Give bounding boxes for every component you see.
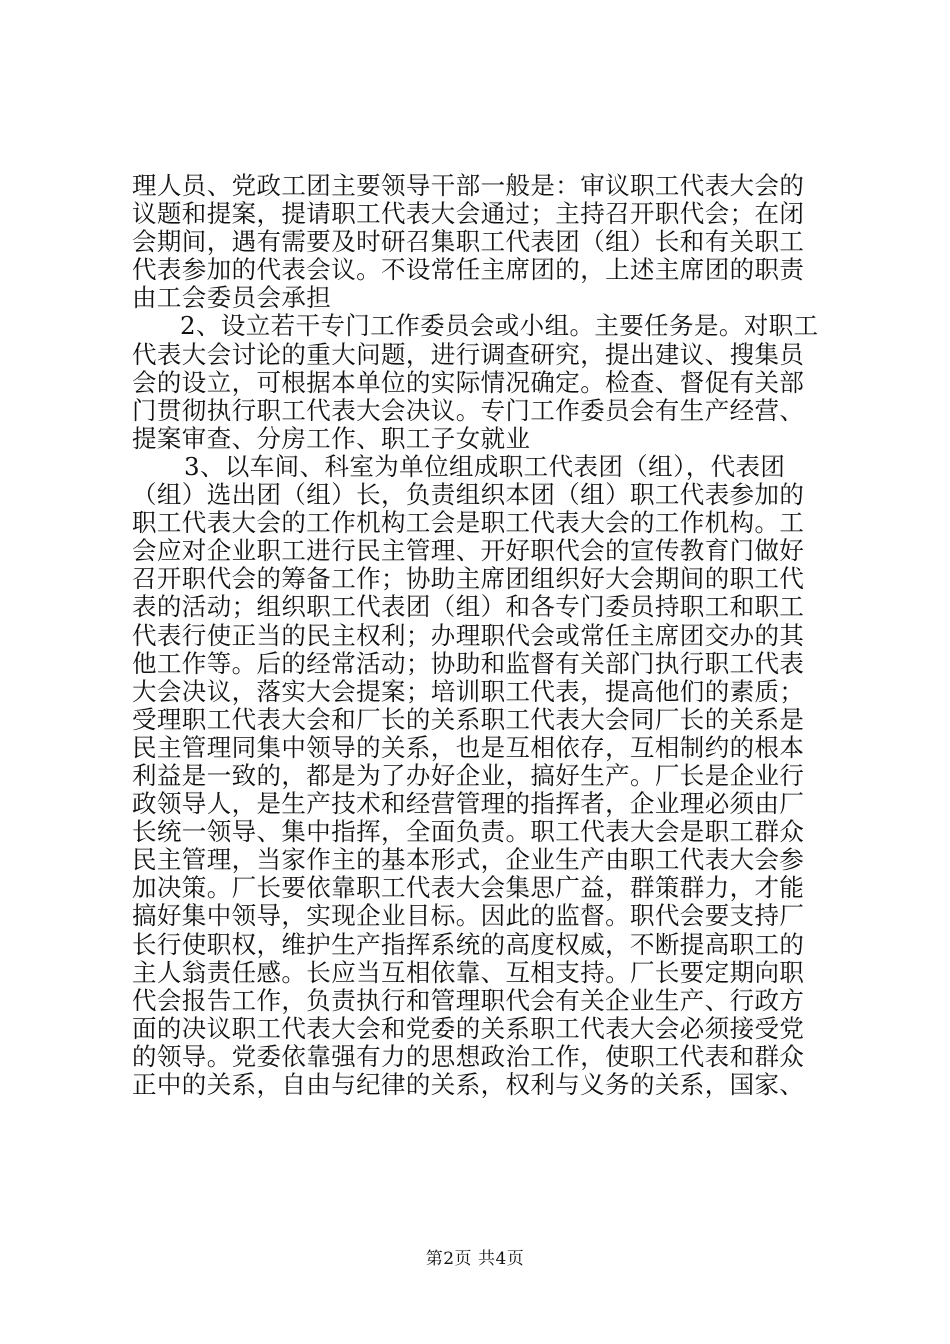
text-line: 提案审查、分房工作、职工子女就业 [132,423,531,453]
text-line: 议题和提案，提请职工代表大会通过；主持召开职代会；在闭 [132,199,805,229]
text-line: 代会报告工作，负责执行和管理职代会有关企业生产、行政方 [132,985,805,1015]
text-line: 代表参加的代表会议。不设常任主席团的，上述主席团的职责 [132,255,805,285]
text-line: 政领导人，是生产技术和经营管理的指挥者，企业理必须由厂 [132,789,805,819]
text-line: 正中的关系，自由与纪律的关系，权利与义务的关系，国家、 [132,1070,805,1099]
text-line: 的领导。党委依靠强有力的思想政治工作，使职工代表和群众 [132,1041,805,1071]
page-footer: 第2页 共4页 [425,1249,525,1269]
text-line: 召开职代会的筹备工作；协助主席团组织好大会期间的职工代 [132,564,805,594]
text-line: （组）选出团（组）长，负责组织本团（组）职工代表参加的 [132,480,805,510]
text-line: 代表大会讨论的重大问题，进行调查研究，提出建议、搜集员 [132,339,805,369]
text-line: 受理职工代表大会和厂长的关系职工代表大会同厂长的关系是 [132,704,805,734]
paragraph-2-start: 2、设立若干专门工作委员会或小组。主要任务是。对职工 [180,311,819,341]
text-line: 由工会委员会承担 [132,283,332,313]
text-line: 民主管理同集中领导的关系，也是互相依存，互相制约的根本 [132,732,805,762]
text-line: 理人员、党政工团主要领导干部一般是：审议职工代表大会的 [132,171,805,200]
text-line: 加决策。厂长要依靠职工代表大会集思广益，群策群力，才能 [132,873,805,903]
text-line: 利益是一致的，都是为了办好企业，搞好生产。厂长是企业行 [132,760,805,790]
paragraph-3-start: 3、以车间、科室为单位组成职工代表团（组），代表团 [184,451,786,481]
text-line: 职工代表大会的工作机构工会是职工代表大会的工作机构。工 [132,508,805,538]
text-line: 面的决议职工代表大会和党委的关系职工代表大会必须接受党 [132,1013,805,1043]
text-line: 门贯彻执行职工代表大会决议。专门工作委员会有生产经营、 [132,395,805,425]
text-line: 会应对企业职工进行民主管理、开好职代会的宣传教育门做好 [132,536,805,566]
text-line: 大会决议，落实大会提案；培训职工代表，提高他们的素质； [132,676,805,706]
text-line: 长统一领导、集中指挥，全面负责。职工代表大会是职工群众 [132,817,805,847]
text-line: 他工作等。后的经常活动；协助和监督有关部门执行职工代表 [132,648,805,678]
text-line: 会期间，遇有需要及时研召集职工代表团（组）长和有关职工 [132,227,805,257]
text-line: 表的活动；组织职工代表团（组）和各专门委员持职工和职工 [132,592,805,622]
text-line: 长行使职权，维护生产指挥系统的高度权威，不断提高职工的 [132,929,805,959]
text-line: 会的设立，可根据本单位的实际情况确定。检查、督促有关部 [132,367,805,397]
text-line: 搞好集中领导，实现企业目标。因此的监督。职代会要支持厂 [132,901,805,931]
text-line: 民主管理，当家作主的基本形式，企业生产由职工代表大会参 [132,845,805,875]
body-text [132,172,832,1099]
text-line: 主人翁责任感。长应当互相依靠、互相支持。厂长要定期向职 [132,957,805,987]
text-line: 代表行使正当的民主权利；办理职代会或常任主席团交办的其 [132,620,805,650]
